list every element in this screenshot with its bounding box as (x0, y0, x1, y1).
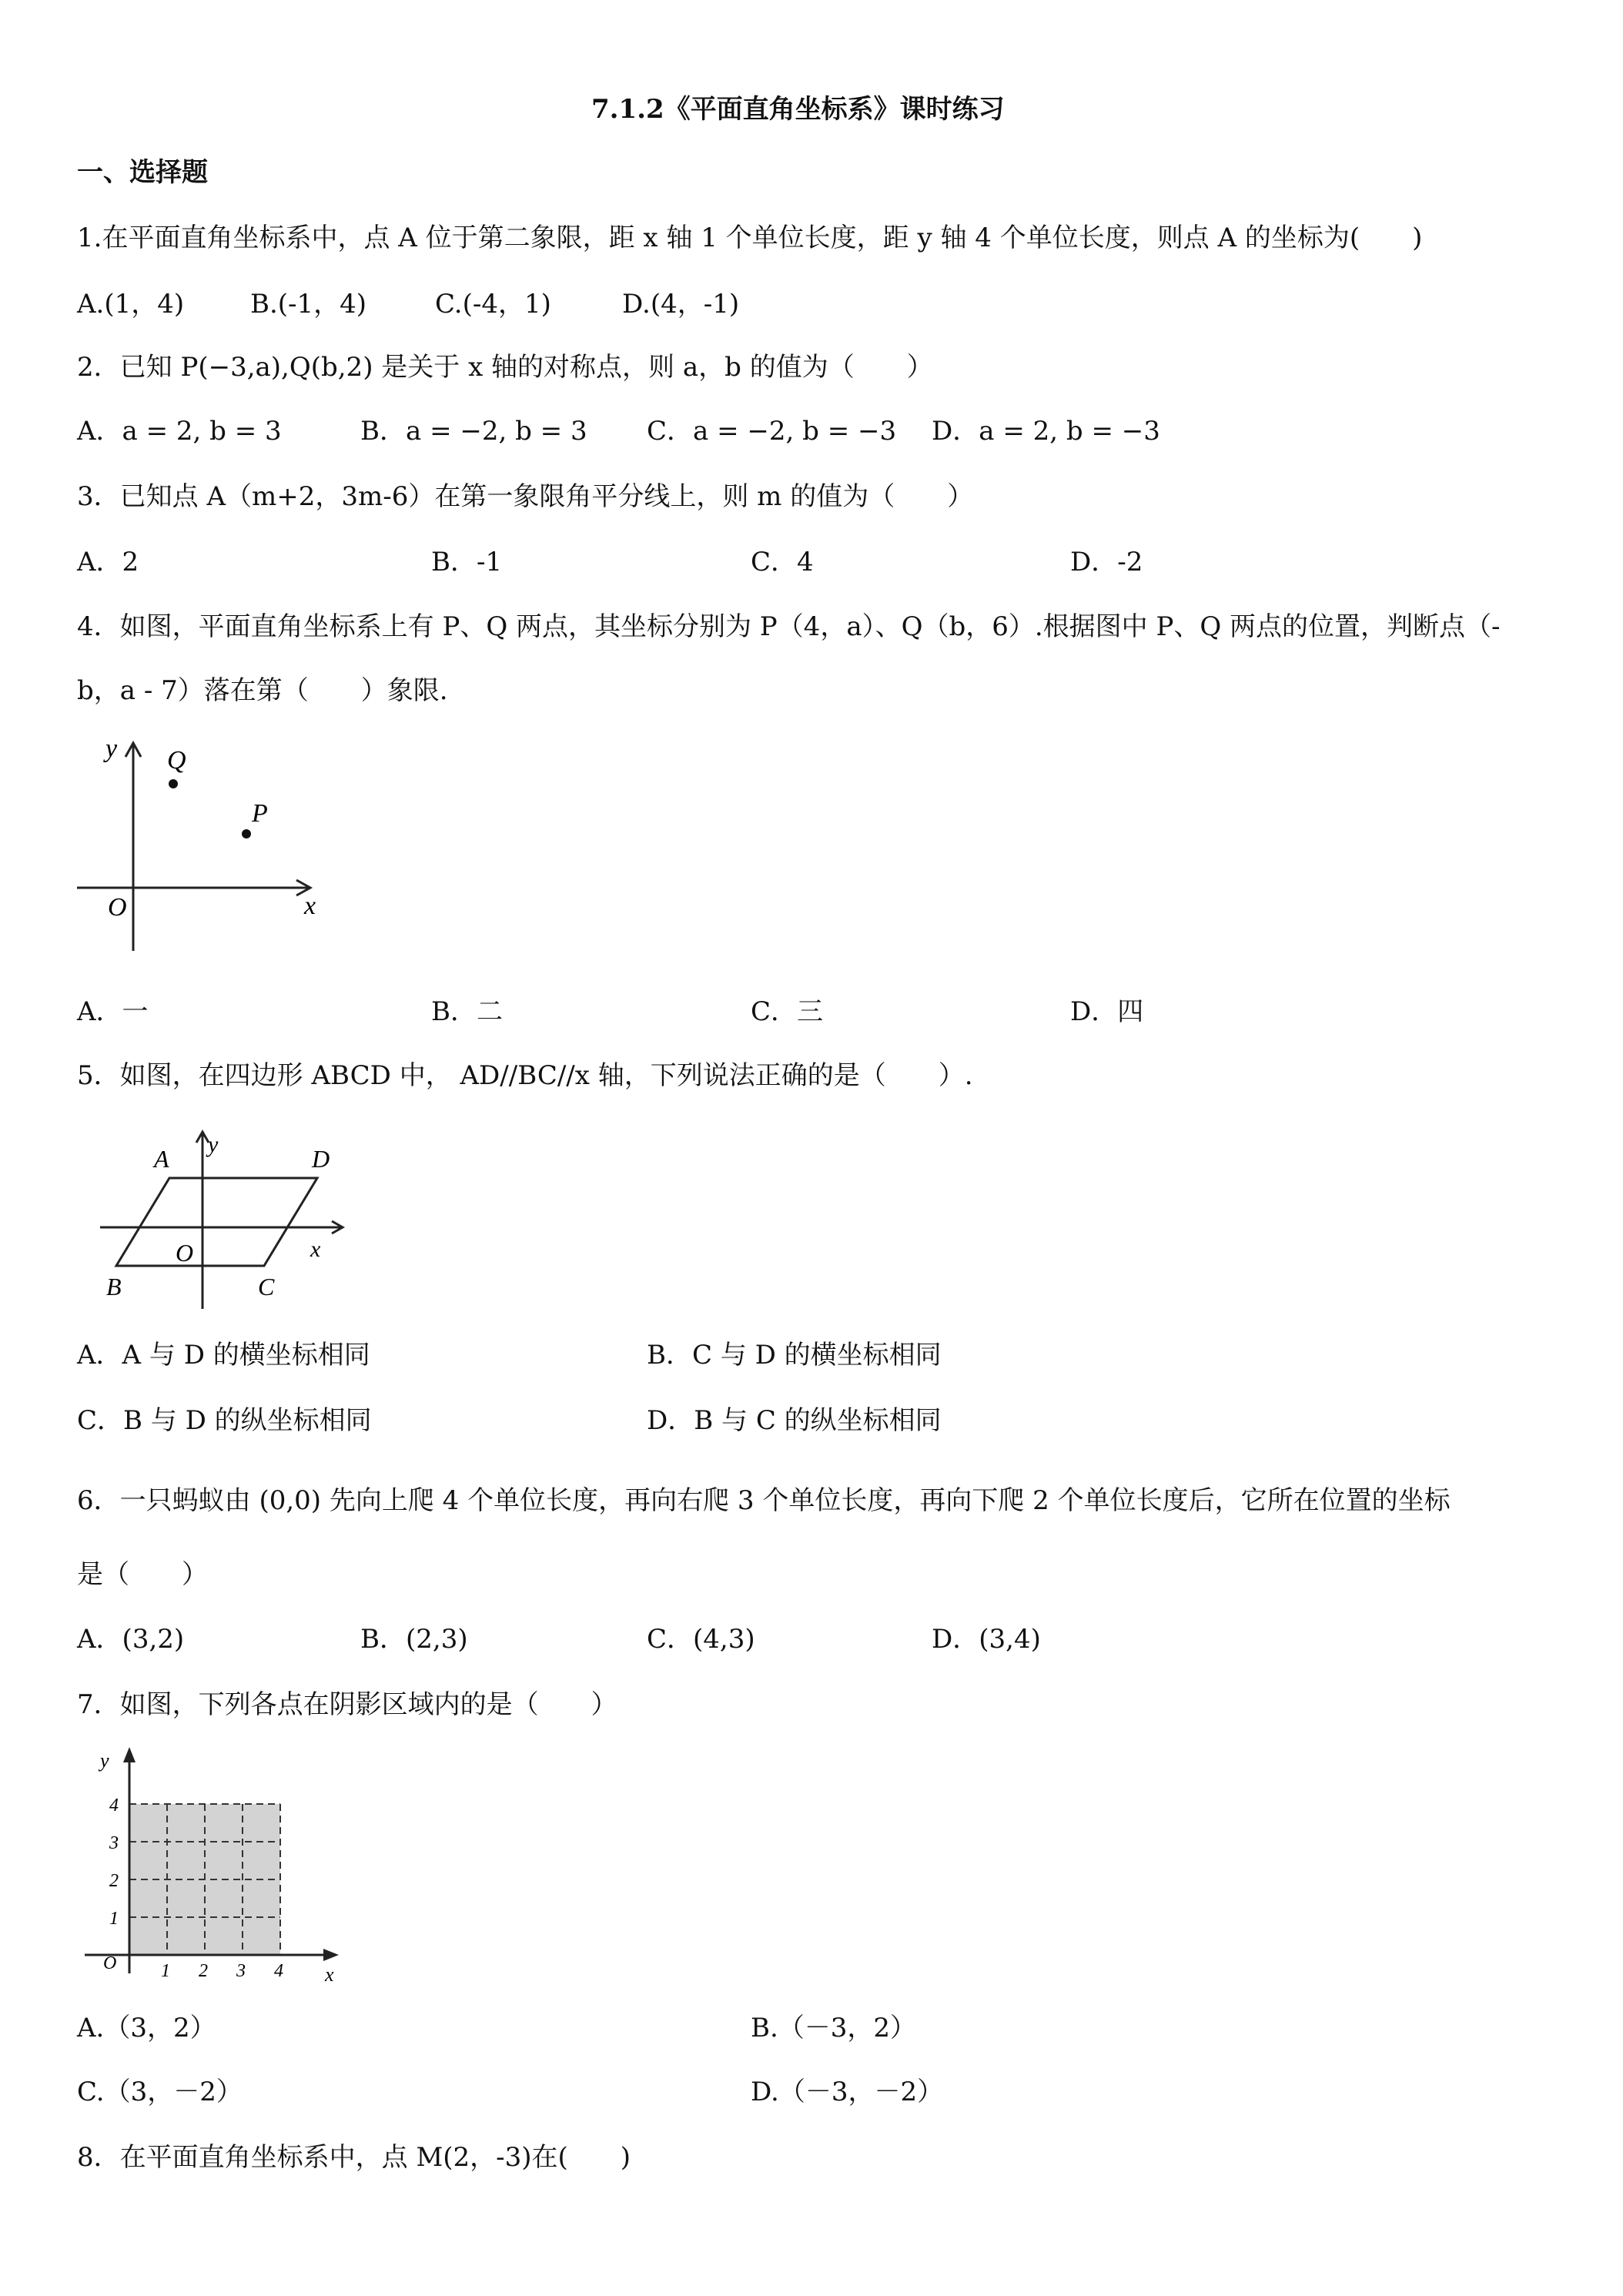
q7-x-tick-4: 4 (274, 1961, 283, 1981)
q5-option-a: A．A 与 D 的横坐标相同 (77, 1340, 370, 1371)
q4-point-q (169, 779, 178, 788)
q7-x-arrow (323, 1949, 339, 1961)
q5-label-b: B (106, 1273, 122, 1300)
q4-origin-label: O (108, 893, 127, 922)
q1-option-a: A.(1，4) (77, 289, 185, 320)
q5-quadrilateral-figure (92, 1124, 354, 1313)
q7-y-tick-4: 4 (109, 1796, 119, 1816)
q4-p-label: P (252, 799, 268, 828)
q1-stem: 1.在平面直角坐标系中，点 A 位于第二象限，距 x 轴 1 个单位长度，距 y 轴 4 个单位长度，则点 A 的坐标为( ) (77, 223, 1423, 253)
q7-origin-label: O (103, 1953, 117, 1973)
q5-quadrilateral-abcd (116, 1178, 317, 1266)
page-title: 7.1.2《平面直角坐标系》课时练习 (591, 94, 1005, 125)
q2-option-b: B．a = −2, b = 3 (360, 416, 587, 447)
q3-option-a: A．2 (77, 547, 139, 577)
q3-option-b: B．-1 (431, 547, 503, 577)
q7-y-tick-3: 3 (109, 1833, 119, 1853)
q2-stem: 2．已知 P(−3,a),Q(b,2) 是关于 x 轴的对称点，则 a，b 的值为（ ） (77, 352, 933, 383)
q7-option-d: D.（－3，－2） (751, 2077, 944, 2107)
q4-option-d: D．四 (1070, 996, 1144, 1027)
q6-option-d: D．(3,4) (932, 1624, 1041, 1655)
q6-option-c: C．(4,3) (647, 1624, 755, 1655)
q4-option-a: A．一 (77, 996, 149, 1027)
q4-option-b: B．二 (431, 996, 503, 1027)
q4-stem-line2: b，a - 7）落在第（ ）象限. (77, 675, 448, 706)
q4-y-label: y (105, 735, 118, 763)
q5-label-o: O (176, 1239, 194, 1267)
q7-y-ticks (109, 1796, 119, 1929)
q5-option-b: B．C 与 D 的横坐标相同 (647, 1340, 942, 1371)
q6-option-a: A．(3,2) (77, 1624, 185, 1655)
q7-x-label: x (325, 1963, 334, 1983)
q7-y-label: y (100, 1749, 109, 1772)
q5-stem: 5．如图，在四边形 ABCD 中， AD//BC//x 轴，下列说法正确的是（ ）. (77, 1060, 973, 1091)
q4-option-c: C．三 (751, 996, 824, 1027)
q3-stem: 3．已知点 A（m+2，3m-6）在第一象限角平分线上，则 m 的值为（ ） (77, 481, 974, 512)
q7-y-tick-1: 1 (109, 1909, 119, 1929)
q7-x-tick-2: 2 (199, 1961, 208, 1981)
q5-option-c: C．B 与 D 的纵坐标相同 (77, 1405, 372, 1436)
q5-label-a: A (154, 1145, 169, 1173)
q1-option-b: B.(-1，4) (250, 289, 367, 320)
q8-stem: 8．在平面直角坐标系中，点 M(2，-3)在( ) (77, 2142, 631, 2173)
q1-option-d: D.(4，-1) (622, 289, 740, 320)
q2-option-d: D．a = 2, b = −3 (932, 416, 1160, 447)
q7-option-a: A.（3，2） (77, 2013, 216, 2043)
q2-option-a: A．a = 2, b = 3 (77, 416, 282, 447)
q7-x-tick-3: 3 (236, 1961, 246, 1981)
q2-option-c: C．a = −2, b = −3 (647, 416, 897, 447)
q6-option-b: B．(2,3) (360, 1624, 468, 1655)
q4-x-label: x (304, 892, 316, 920)
q5-label-x: x (310, 1237, 321, 1262)
section-heading: 一、选择题 (77, 157, 208, 188)
q7-option-b: B.（－3，2） (751, 2013, 917, 2043)
q1-option-c: C.(-4，1) (435, 289, 551, 320)
q5-label-d: D (312, 1145, 330, 1173)
q7-x-ticks (161, 1961, 283, 1981)
q7-x-tick-1: 1 (161, 1961, 170, 1981)
q5-label-y: y (208, 1132, 219, 1157)
q4-point-p (242, 829, 251, 838)
q7-option-c: C.（3，－2） (77, 2077, 243, 2107)
q4-coordinate-figure (73, 735, 339, 959)
q7-y-tick-2: 2 (109, 1871, 119, 1891)
q3-option-d: D．-2 (1070, 547, 1143, 577)
q5-label-c: C (258, 1273, 275, 1300)
q7-y-arrow (123, 1747, 136, 1762)
q4-stem-line1: 4．如图，平面直角坐标系上有 P、Q 两点，其坐标分别为 P（4，a）、Q（b，6）.根据图中 P、Q 两点的位置，判断点（- (77, 611, 1501, 642)
q5-option-d: D．B 与 C 的纵坐标相同 (647, 1405, 942, 1436)
q6-stem-line2: 是（ ） (77, 1559, 208, 1590)
q3-option-c: C．4 (751, 547, 814, 577)
q7-shaded-grid-figure (77, 1744, 354, 1983)
q6-stem-line1: 6．一只蚂蚁由 (0,0) 先向上爬 4 个单位长度，再向右爬 3 个单位长度，再向下爬 2 个单位长度后，它所在位置的坐标 (77, 1485, 1451, 1516)
q4-q-label: Q (167, 746, 186, 775)
q7-stem: 7．如图，下列各点在阴影区域内的是（ ） (77, 1689, 617, 1720)
